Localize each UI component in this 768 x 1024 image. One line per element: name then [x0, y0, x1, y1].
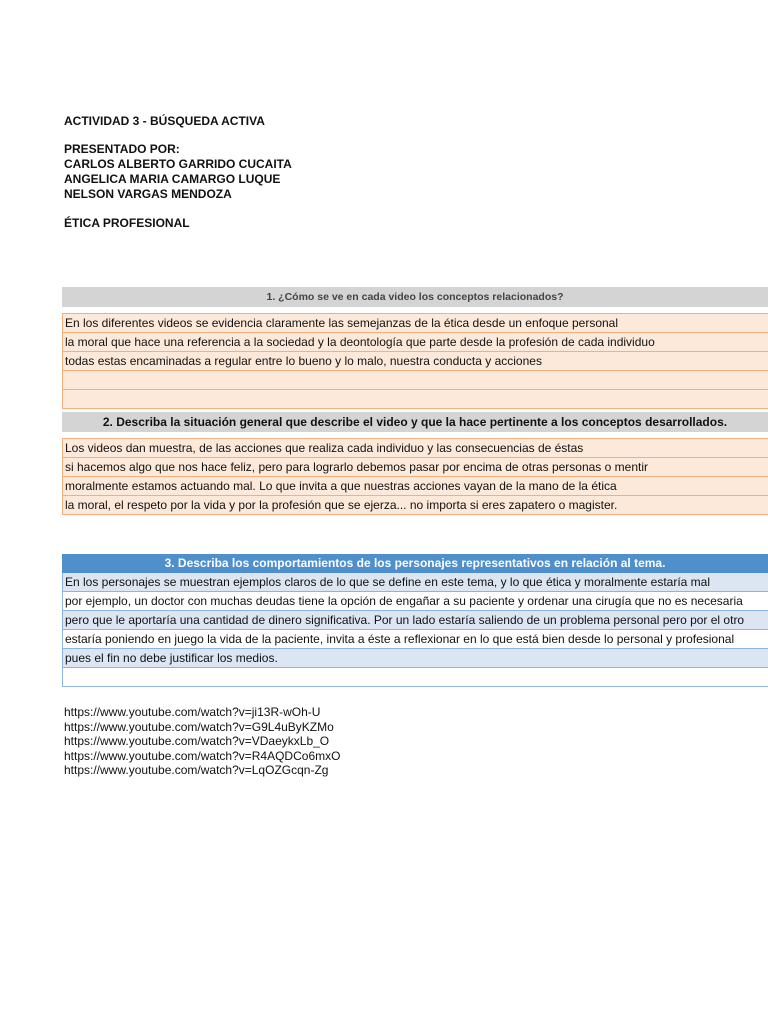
answer-row [62, 371, 768, 390]
question-1-header: 1. ¿Cómo se ve en cada video los conceptos relacionados? [62, 287, 768, 307]
answer-row [62, 390, 768, 409]
answer-row: si hacemos algo que nos hace feliz, pero para lograrlo debemos pasar por encima de otras personas o mentir [62, 458, 768, 477]
question-2-answer-rows [62, 438, 768, 515]
answer-row: la moral que hace una referencia a la sociedad y la deontología que parte desde la profesión de cada individuo [62, 333, 768, 352]
answer-row: pero que le aportaría una cantidad de dinero significativa. Por un lado estaría saliendo de un problema personal pero por el otro [62, 611, 768, 630]
answer-row: por ejemplo, un doctor con muchas deudas tiene la opción de engañar a su paciente y ordenar una cirugía que no es necesaria [62, 592, 768, 611]
question-1-answer-rows [62, 313, 768, 409]
answer-row: En los diferentes videos se evidencia claramente las semejanzas de la ética desde un enfoque personal [62, 314, 768, 333]
question-3-section [62, 554, 768, 687]
question-3-answer-rows [62, 573, 768, 687]
author-name: NELSON VARGAS MENDOZA [64, 187, 232, 201]
answer-row [62, 668, 768, 687]
video-links-list [64, 705, 340, 778]
question-1-section [62, 287, 768, 409]
subject-title: ÉTICA PROFESIONAL [64, 216, 190, 230]
author-name: ANGELICA MARIA CAMARGO LUQUE [64, 172, 281, 186]
activity-title: ACTIVIDAD 3 - BÚSQUEDA ACTIVA [64, 114, 265, 128]
presented-by-label: PRESENTADO POR: [64, 142, 180, 156]
video-link[interactable]: https://www.youtube.com/watch?v=G9L4uByKZMo [64, 719, 334, 734]
author-name: CARLOS ALBERTO GARRIDO CUCAITA [64, 157, 292, 171]
video-link[interactable]: https://www.youtube.com/watch?v=LqOZGcqn-Zg [64, 763, 329, 777]
question-3-header: 3. Describa los comportamientos de los personajes representativos en relación al tema. [62, 554, 768, 573]
answer-row: En los personajes se muestran ejemplos claros de lo que se define en este tema, y lo que ética y moralmente estaría mal [62, 573, 768, 592]
answer-row: la moral, el respeto por la vida y por la profesión que se ejerza... no importa si eres zapatero o magister. [62, 496, 768, 515]
answer-row: estaría poniendo en juego la vida de la paciente, invita a éste a reflexionar en lo que está bien desde lo personal y profesional [62, 630, 768, 649]
question-2-section [62, 412, 768, 515]
answer-row: moralmente estamos actuando mal. Lo que invita a que nuestras acciones vayan de la mano de la ética [62, 477, 768, 496]
video-link[interactable]: https://www.youtube.com/watch?v=ji13R-wOh-U [64, 705, 321, 719]
answer-row: pues el fin no debe justificar los medios. [62, 649, 768, 668]
video-link[interactable]: https://www.youtube.com/watch?v=VDaeykxLb_O [64, 734, 330, 748]
answer-row: Los videos dan muestra, de las acciones que realiza cada individuo y las consecuencias de éstas [62, 439, 768, 458]
answer-row: todas estas encaminadas a regular entre lo bueno y lo malo, nuestra conducta y acciones [62, 352, 768, 371]
video-link[interactable]: https://www.youtube.com/watch?v=R4AQDCo6mxO [64, 748, 341, 763]
question-2-header: 2. Describa la situación general que describe el video y que la hace pertinente a los conceptos desarrollados. [62, 412, 768, 432]
